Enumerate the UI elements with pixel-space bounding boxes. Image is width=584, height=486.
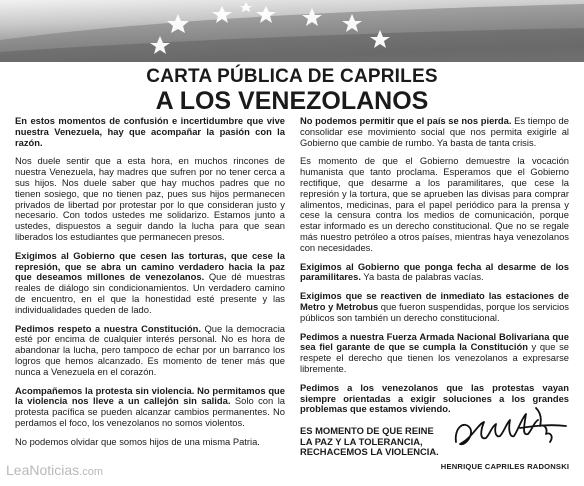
bold-text-run: No podemos permitir que el país se nos pierda. [300,115,512,126]
paragraph [300,156,569,253]
text-run: que fueron suspendidas, porque los servicios públicos son también un derecho constitucional. [300,300,569,323]
title-line-1: CARTA PÚBLICA DE CAPRILES [146,66,438,87]
bold-text-run: En estos momentos de confusión e incertidumbre que vive nuestra Venezuela, hay que acompañar la pasión con la razón. [15,115,285,148]
bold-text-run: Exigimos al Gobierno que ponga fecha al desarme de los paramilitares. [300,260,569,283]
paragraph [300,262,569,284]
text-run: No podemos olvidar que somos hijos de una misma Patria. [15,435,260,447]
paragraph [15,386,285,429]
bold-text-run: Acompañemos la protesta sin violencia. No permitamos que la violencia nos lleve a un callejón sin salida. [15,384,285,407]
letter-heading [0,66,584,115]
paragraph [15,116,285,148]
text-run: Ya basta de palabras vacías. [360,271,484,283]
paragraph [15,437,285,448]
text-run: Solo con la protesta pacífica se pueden alcanzar cambios permanentes. No perdamos el foco, los venezolanos no somos violentos. [15,395,285,428]
text-run: Que la democracia esté por encima de cualquier interés personal. No es hora de abandonar la lucha, pero tampoco de echar por un barranco los logros que hemos alcanzado. Es momento de tener más que nunca a Venezuela en el corazón. [15,322,286,377]
paragraph [15,324,285,378]
bold-text-run: Pedimos respeto a nuestra Constitución. [15,322,201,334]
bold-text-run: Pedimos a los venezolanos que las protestas vayan siempre orientadas a exigir soluciones a los grandes problemas que estamos viviendo. [300,381,569,415]
closing-statement [300,426,460,458]
star-banner-graphic [0,0,584,62]
source-watermark [6,462,103,478]
text-run: Que dé muestras reales de diálogo sin condicionamientos. Un verdadero camino de encuentro, en el que la honestidad esté presente y las individualidades queden de lado. [15,271,285,315]
text-run: Es tiempo de consolidar ese movimiento social que nos permita exigirle al Gobierno que cambie de rumbo. Ya basta de tanta crisis. [300,115,569,148]
right-column [300,116,569,423]
paragraph [15,251,285,316]
title-line-2: A LOS VENEZOLANOS [155,87,429,115]
left-column [15,116,285,456]
star-icon [240,2,252,12]
closing-line: RECHACEMOS LA VIOLENCIA. [300,446,439,458]
handwritten-signature [450,398,570,458]
closing-line: ES MOMENTO DE QUE REINE [300,425,434,436]
signatory-name: HENRIQUE CAPRILES RADONSKI [440,462,570,471]
paragraph [300,332,569,375]
bold-text-run: Exigimos que se reactiven de inmediato las estaciones de Metro y Metrobus [300,290,569,312]
paragraph [300,291,569,323]
text-run: Es momento de que el Gobierno demuestre la vocación humanista que tanto proclama. Esperamos que el Gobierno rectifique, que desarme a los paramilitares, que cese la represión y la tortura, que se aprueben las divisas para comprar alimentos, medicinas, para el papel periódico para la prensa y cese la censura contra los medios de comunicación, porque estar informado es un derecho constitucional. Que no se regale más nuestro petróleo a otros países, mientras haya venezolanos con necesidades. [300,155,569,253]
paragraph [15,156,285,242]
bold-text-run: Exigimos al Gobierno que cesen las torturas, que cese la represión, que se abra un camino verdadero hacia la paz que deseamos millones de venezolanos. [15,249,285,283]
watermark-brand: LeaNoticias [6,462,80,478]
closing-line: LA PAZ Y LA TOLERANCIA, [300,435,423,447]
paragraph [300,116,569,148]
text-run: Nos duele sentir que a esta hora, en muchos rincones de nuestra Venezuela, hay madres que sufren por no tener cerca a sus hijos. Nos duele saber que hay muchos padres que no tienen sosiego, que no tienen paz, pues sus hijos permanecen privados de libertad por protestar por lo que consideran justo y necesario. Con todos ustedes me solidarizo. Estamos junto a ustedes, dispuestos a seguir dando la lucha para que sean liberados los estudiantes que permanecen presos. [15,155,285,242]
bold-text-run: Pedimos a nuestra Fuerza Armada Nacional Bolivariana que sea fiel garante de que se cumpla la Constitución [300,330,569,353]
text-run: y que se respete el derecho que tienen los venezolanos a expresarse libremente. [300,341,569,374]
flag-banner [0,0,584,62]
watermark-suffix: .com [79,466,103,478]
